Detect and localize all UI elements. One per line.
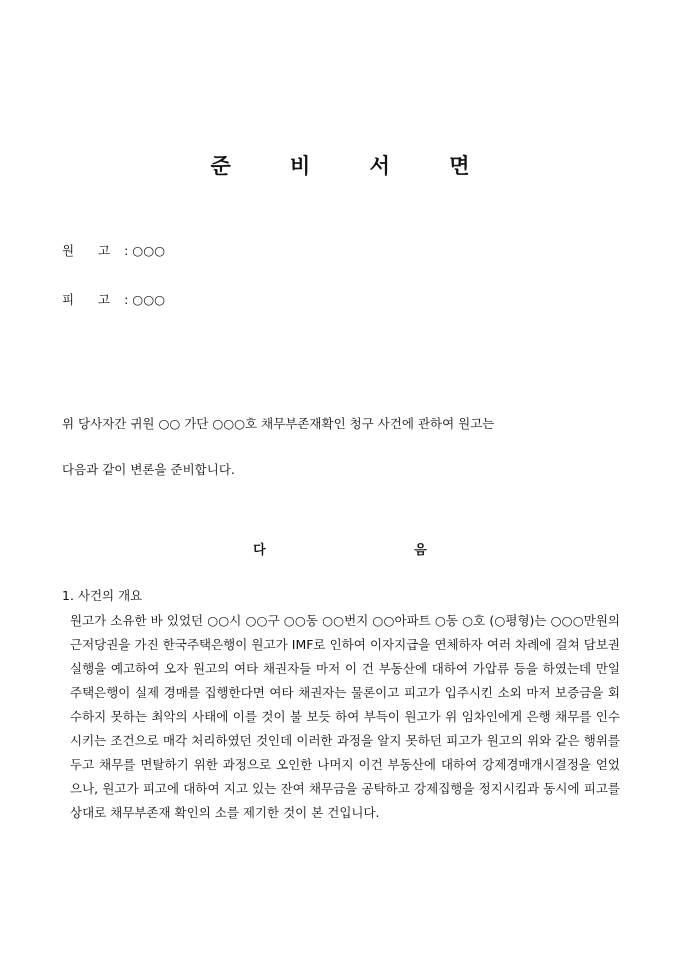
plaintiff-name: : ○○○ <box>124 243 166 258</box>
section-1-body: 원고가 소유한 바 있었던 ○○시 ○○구 ○○동 ○○번지 ○○아파트 ○동 ○호 (○평형)는 ○○○만원의 근저당권을 가진 한국주택은행이 원고가 IMF로 인하여 이자지급을 연체하자 여러 차례에 걸쳐 담보권 실행을 예고하여 오자 원고의 여타 채권자들 마저 이 건 부동산에 대하여 가압류 등을 하였는데 만일 주택은행이 실제 경매를 집행한다면 여타 채권자는 물론이고 피고가 입주시킨 소외 마저 보증금을 회수하지 못하는 최악의 사태에 이를 것이 불 보듯 하여 부득이 원고가 위 임차인에게 은행 채무를 인수시키는 조건으로 매각 처리하였던 것인데 이러한 과정을 알지 못하던 피고가 원고의 위와 같은 행위를 두고 채무를 면탈하기 위한 과정으로 오인한 나머지 이건 부동산에 대하여 강제경매개시결정을 얻었으나, 원고가 피고에 대하여 지고 있는 잔여 채무금을 공탁하고 강제집행을 정지시킴과 동시에 피고를 상대로 채무부존재 확인의 소를 제기한 것이 본 건입니다. <box>70 613 620 820</box>
section-1-title: 1. 사건의 개요 <box>62 588 143 603</box>
intro-line-1: 위 당사자간 귀원 ○○ 가단 ○○○호 채무부존재확인 청구 사건에 관하여 원고는 <box>62 416 495 431</box>
defendant-line <box>62 290 165 308</box>
section-heading: 다 음 <box>253 543 499 558</box>
document-title: 준 비 서 면 <box>210 153 496 178</box>
plaintiff-line <box>62 241 165 259</box>
defendant-label: 피 고 <box>62 292 121 307</box>
intro-line-2: 다음과 같이 변론을 준비합니다. <box>62 462 235 477</box>
defendant-name: : ○○○ <box>124 292 166 307</box>
plaintiff-label: 원 고 <box>62 243 121 258</box>
